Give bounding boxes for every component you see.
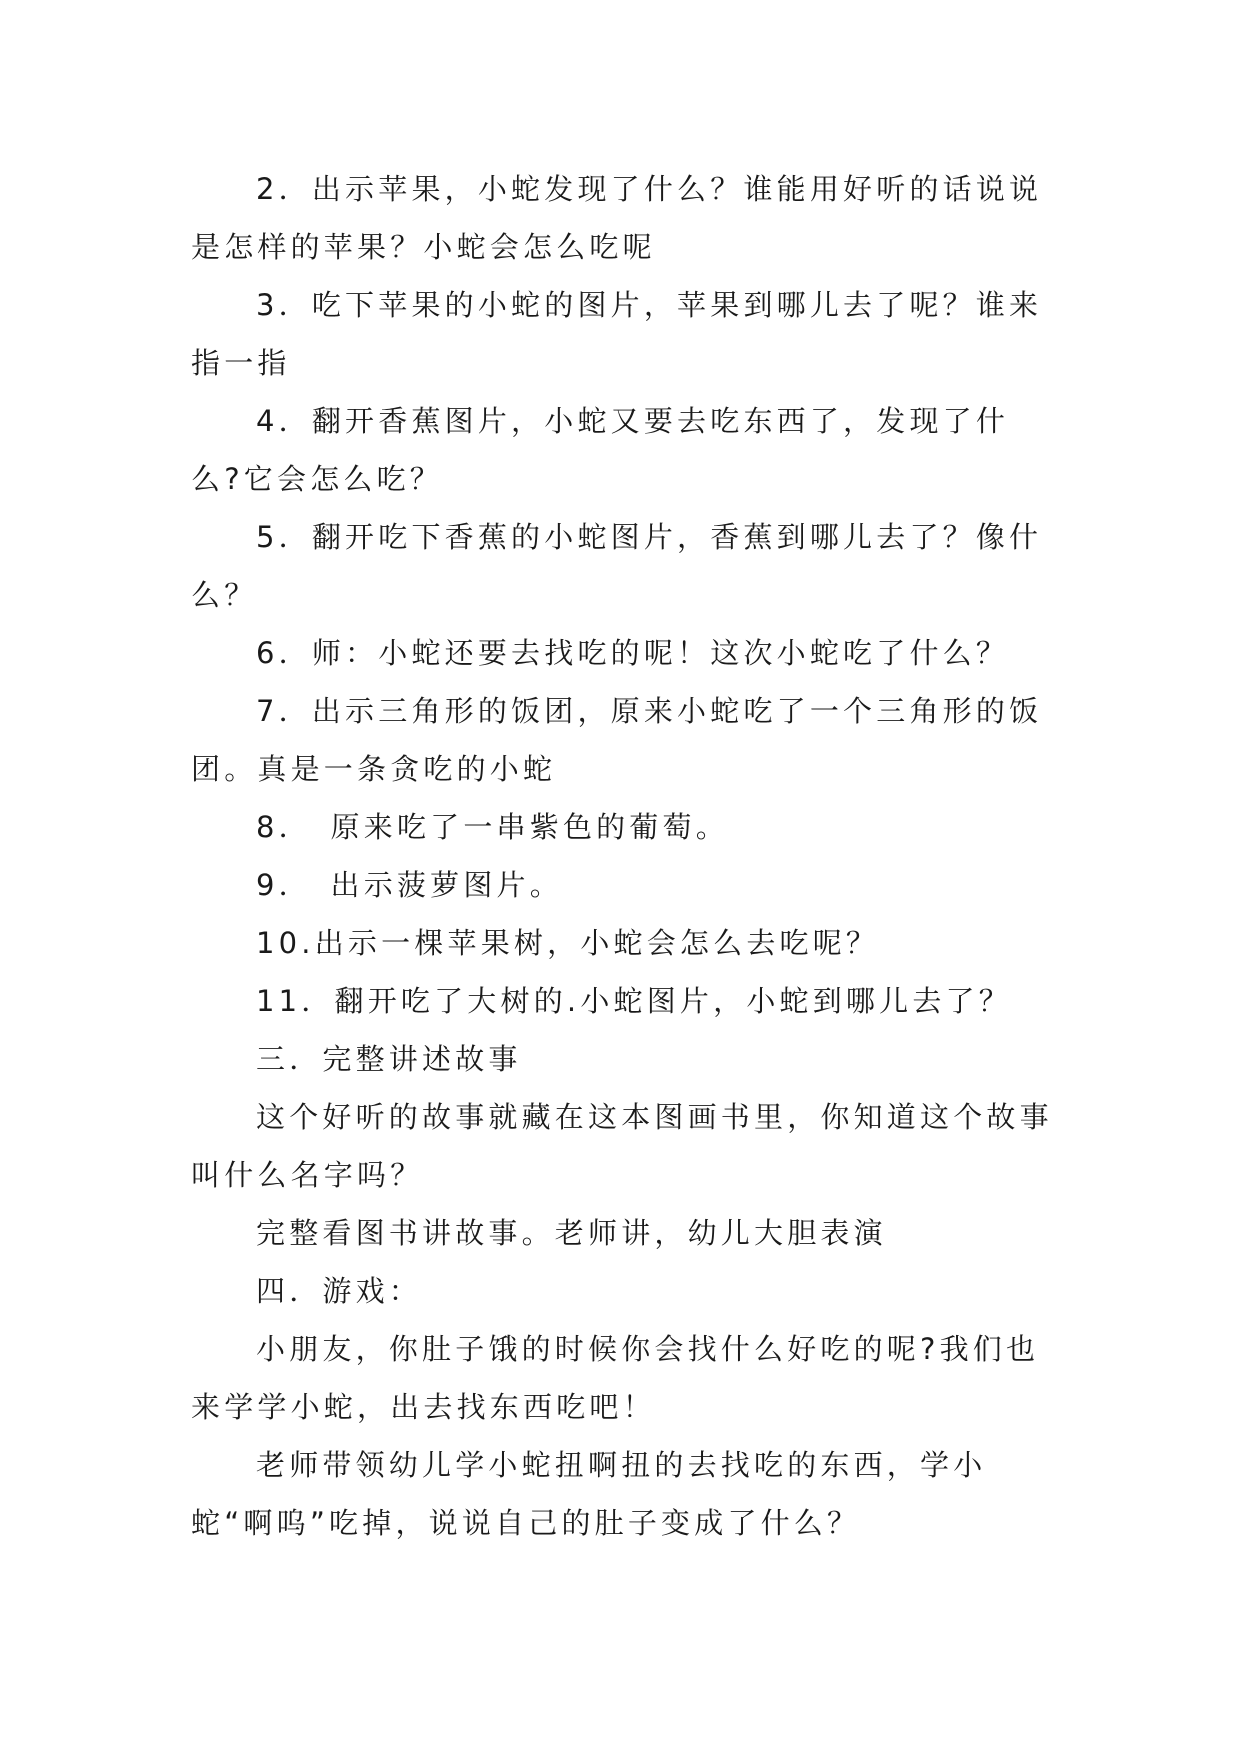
paragraph-step-11: 11．翻开吃了大树的.小蛇图片，小蛇到哪儿去了？ [256, 984, 1012, 1018]
paragraph-step-4: 4．翻开香蕉图片，小蛇又要去吃东西了，发现了什么?它会怎么吃？ [191, 404, 1010, 496]
paragraph-step-7: 7．出示三角形的饭团，原来小蛇吃了一个三角形的饭团。真是一条贪吃的小蛇 [191, 694, 1043, 786]
paragraph-step-10: 10.出示一棵苹果树，小蛇会怎么去吃呢？ [256, 926, 880, 960]
paragraph-game-intro: 小朋友，你肚子饿的时候你会找什么好吃的呢?我们也来学学小蛇，出去找东西吃吧！ [191, 1332, 1040, 1424]
paragraph-game-activity: 老师带领幼儿学小蛇扭啊扭的去找吃的东西，学小蛇“啊呜”吃掉，说说自己的肚子变成了什么？ [191, 1448, 987, 1540]
paragraph-step-6: 6．师：小蛇还要去找吃的呢！这次小蛇吃了什么？ [256, 636, 1010, 670]
paragraph-step-9: 9． 出示菠萝图片。 [256, 868, 563, 902]
paragraph-step-2: 2．出示苹果，小蛇发现了什么？谁能用好听的话说说是怎样的苹果？小蛇会怎么吃呢 [191, 172, 1043, 264]
paragraph-story-name: 这个好听的故事就藏在这本图画书里，你知道这个故事叫什么名字吗？ [191, 1100, 1053, 1192]
paragraph-step-8: 8． 原来吃了一串紫色的葡萄。 [256, 810, 729, 844]
section-heading-retell: 三．完整讲述故事 [256, 1042, 522, 1076]
paragraph-step-3: 3．吃下苹果的小蛇的图片，苹果到哪儿去了呢？谁来指一指 [191, 288, 1043, 380]
paragraph-retell-story: 完整看图书讲故事。老师讲，幼儿大胆表演 [256, 1216, 887, 1250]
paragraph-step-5: 5．翻开吃下香蕉的小蛇图片，香蕉到哪儿去了？像什么？ [191, 520, 1043, 612]
section-heading-game: 四．游戏： [256, 1274, 423, 1308]
document-body [191, 160, 1061, 1552]
